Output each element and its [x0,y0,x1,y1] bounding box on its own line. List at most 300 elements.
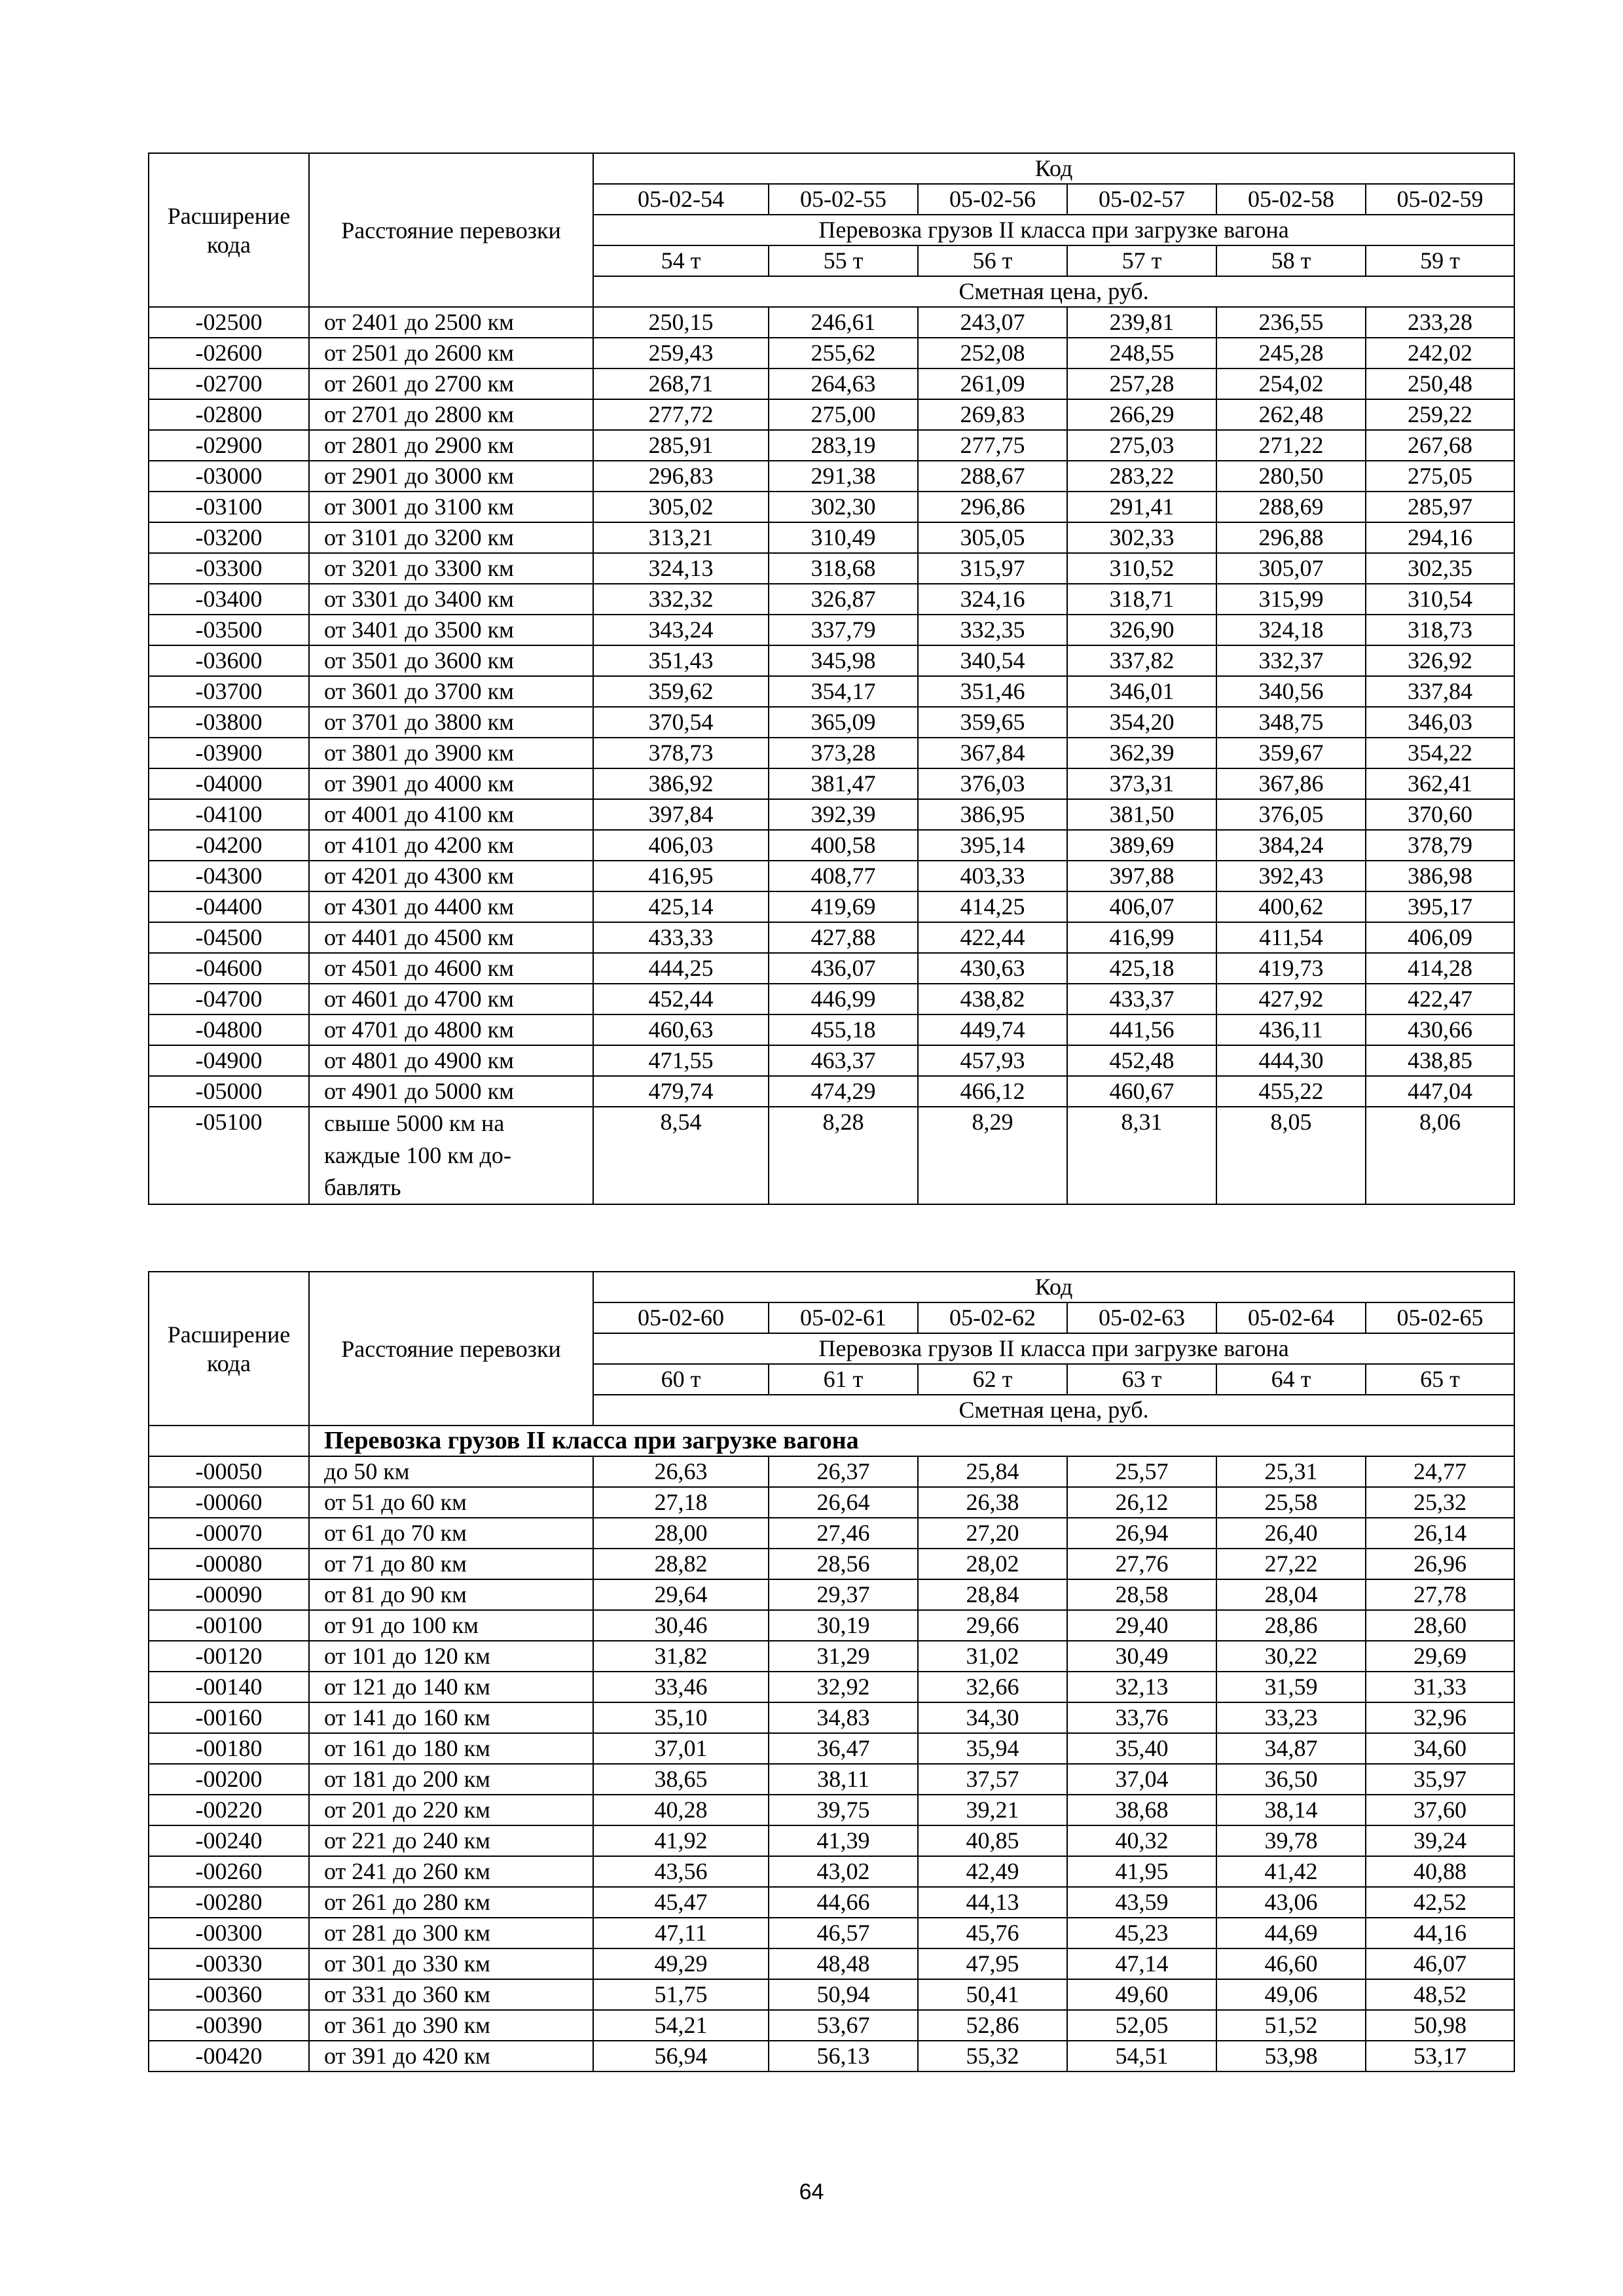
row-code: -00240 [149,1825,309,1856]
row-value: 252,08 [918,338,1067,368]
row-value: 8,28 [769,1107,918,1204]
row-value: 438,85 [1366,1045,1514,1076]
row-value: 403,33 [918,861,1067,891]
row-value: 31,59 [1216,1672,1366,1702]
table-row [149,738,1514,768]
row-code: -00060 [149,1487,309,1518]
row-value: 24,77 [1366,1456,1514,1487]
row-value: 280,50 [1216,461,1366,492]
row-value: 31,33 [1366,1672,1514,1702]
row-value: 332,37 [1216,645,1366,676]
row-code: -00120 [149,1641,309,1672]
row-value: 332,35 [918,615,1067,645]
row-value: 386,98 [1366,861,1514,891]
row-distance: от 391 до 420 км [309,2041,593,2072]
row-value: 275,03 [1067,430,1216,461]
row-code: -04200 [149,830,309,861]
header-ext-code: Расширение кода [149,1272,309,1426]
row-value: 28,56 [769,1549,918,1579]
row-value: 30,22 [1216,1641,1366,1672]
row-value: 31,82 [593,1641,769,1672]
row-value: 346,03 [1366,707,1514,738]
table-row [149,615,1514,645]
row-value: 26,64 [769,1487,918,1518]
header-code: 05-02-58 [1216,184,1366,215]
header-load: 54 т [593,245,769,276]
row-value: 28,86 [1216,1610,1366,1641]
row-value: 27,22 [1216,1549,1366,1579]
row-value: 414,25 [918,891,1067,922]
row-value: 35,40 [1067,1733,1216,1764]
row-value: 452,44 [593,984,769,1014]
row-value: 29,40 [1067,1610,1216,1641]
row-value: 49,29 [593,1948,769,1979]
row-value: 48,52 [1366,1979,1514,2010]
header-code-group: Код [593,1272,1514,1302]
header-ext-code: Расширение кода [149,153,309,307]
row-value: 34,87 [1216,1733,1366,1764]
row-distance: от 2601 до 2700 км [309,368,593,399]
row-value: 266,29 [1067,399,1216,430]
row-value: 30,19 [769,1610,918,1641]
row-distance: от 141 до 160 км [309,1702,593,1733]
row-value: 427,92 [1216,984,1366,1014]
row-code: -00080 [149,1549,309,1579]
row-code: -00090 [149,1579,309,1610]
row-value: 25,32 [1366,1487,1514,1518]
row-value: 40,28 [593,1795,769,1825]
row-value: 397,84 [593,799,769,830]
header-cargo-desc: Перевозка грузов II класса при загрузке вагона [593,215,1514,245]
table-row [149,1518,1514,1549]
row-value: 39,75 [769,1795,918,1825]
row-value: 28,84 [918,1579,1067,1610]
row-code: -00280 [149,1887,309,1918]
row-code: -00200 [149,1764,309,1795]
row-code: -03000 [149,461,309,492]
price-table-2 [148,1271,1515,2072]
row-code: -04500 [149,922,309,953]
row-value: 277,75 [918,430,1067,461]
row-code: -05000 [149,1076,309,1107]
row-value: 255,62 [769,338,918,368]
row-value: 52,86 [918,2010,1067,2041]
row-code: -05100 [149,1107,309,1204]
table-body [149,1456,1514,2072]
row-value: 288,67 [918,461,1067,492]
row-code: -00300 [149,1918,309,1948]
row-distance: от 2501 до 2600 км [309,338,593,368]
table-row [149,1014,1514,1045]
row-value: 427,88 [769,922,918,953]
row-code: -00330 [149,1948,309,1979]
row-distance: от 4501 до 4600 км [309,953,593,984]
row-value: 28,02 [918,1549,1067,1579]
table-row [149,953,1514,984]
row-value: 318,71 [1067,584,1216,615]
row-distance: от 3501 до 3600 км [309,645,593,676]
row-distance: от 2901 до 3000 км [309,461,593,492]
table-row [149,1795,1514,1825]
row-value: 46,60 [1216,1948,1366,1979]
row-code: -00100 [149,1610,309,1641]
row-distance: от 4001 до 4100 км [309,799,593,830]
header-code: 05-02-61 [769,1302,918,1333]
row-value: 447,04 [1366,1076,1514,1107]
row-value: 26,96 [1366,1549,1514,1579]
row-value: 25,84 [918,1456,1067,1487]
row-value: 47,11 [593,1918,769,1948]
row-value: 261,09 [918,368,1067,399]
row-value: 395,14 [918,830,1067,861]
table-row [149,799,1514,830]
row-value: 441,56 [1067,1014,1216,1045]
row-value: 39,21 [918,1795,1067,1825]
row-code: -02900 [149,430,309,461]
row-value: 35,94 [918,1733,1067,1764]
row-value: 248,55 [1067,338,1216,368]
row-code: -02700 [149,368,309,399]
row-value: 296,86 [918,492,1067,522]
table-row [149,1456,1514,1487]
row-value: 397,88 [1067,861,1216,891]
row-value: 381,47 [769,768,918,799]
header-load: 64 т [1216,1364,1366,1395]
row-value: 29,37 [769,1579,918,1610]
row-value: 359,65 [918,707,1067,738]
row-value: 264,63 [769,368,918,399]
row-value: 45,76 [918,1918,1067,1948]
header-load: 61 т [769,1364,918,1395]
table-row [149,1856,1514,1887]
header-cargo-desc: Перевозка грузов II класса при загрузке вагона [593,1333,1514,1364]
section-header [149,1426,1514,1456]
row-code: -03600 [149,645,309,676]
row-value: 32,66 [918,1672,1067,1702]
row-value: 250,48 [1366,368,1514,399]
row-value: 53,67 [769,2010,918,2041]
row-code: -02800 [149,399,309,430]
table-header [149,153,1514,307]
table-row [149,1579,1514,1610]
row-value: 457,93 [918,1045,1067,1076]
row-value: 348,75 [1216,707,1366,738]
row-value: 27,20 [918,1518,1067,1549]
row-value: 277,72 [593,399,769,430]
row-value: 389,69 [1067,830,1216,861]
row-value: 381,50 [1067,799,1216,830]
row-value: 373,28 [769,738,918,768]
row-value: 302,33 [1067,522,1216,553]
row-value: 242,02 [1366,338,1514,368]
row-distance: от 4201 до 4300 км [309,861,593,891]
row-value: 34,60 [1366,1733,1514,1764]
row-distance: от 4301 до 4400 км [309,891,593,922]
row-value: 463,37 [769,1045,918,1076]
row-distance: от 201 до 220 км [309,1795,593,1825]
row-value: 367,84 [918,738,1067,768]
row-value: 25,31 [1216,1456,1366,1487]
row-value: 359,62 [593,676,769,707]
row-value: 378,79 [1366,830,1514,861]
row-distance: от 4601 до 4700 км [309,984,593,1014]
row-value: 8,05 [1216,1107,1366,1204]
header-load: 56 т [918,245,1067,276]
row-distance: от 361 до 390 км [309,2010,593,2041]
row-value: 37,60 [1366,1795,1514,1825]
row-value: 376,03 [918,768,1067,799]
row-distance: от 241 до 260 км [309,1856,593,1887]
table-row [149,922,1514,953]
row-value: 302,35 [1366,553,1514,584]
row-value: 25,58 [1216,1487,1366,1518]
table-row [149,1918,1514,1948]
row-value: 305,02 [593,492,769,522]
price-table-1 [148,152,1515,1205]
row-value: 275,00 [769,399,918,430]
row-value: 45,23 [1067,1918,1216,1948]
row-value: 31,29 [769,1641,918,1672]
row-code: -03800 [149,707,309,738]
row-value: 406,09 [1366,922,1514,953]
row-value: 425,14 [593,891,769,922]
row-value: 302,30 [769,492,918,522]
row-value: 243,07 [918,307,1067,338]
row-value: 233,28 [1366,307,1514,338]
header-code: 05-02-55 [769,184,918,215]
table-row [149,984,1514,1014]
table-row [149,1979,1514,2010]
row-value: 257,28 [1067,368,1216,399]
row-value: 326,87 [769,584,918,615]
header-code: 05-02-54 [593,184,769,215]
row-code: -04400 [149,891,309,922]
row-value: 236,55 [1216,307,1366,338]
row-value: 425,18 [1067,953,1216,984]
row-value: 32,92 [769,1672,918,1702]
row-value: 51,52 [1216,2010,1366,2041]
row-value: 359,67 [1216,738,1366,768]
row-value: 392,43 [1216,861,1366,891]
row-distance: свыше 5000 км на каждые 100 км до- бавлять [309,1107,593,1204]
row-distance: от 281 до 300 км [309,1918,593,1948]
header-price-label: Сметная цена, руб. [593,276,1514,307]
row-value: 42,52 [1366,1887,1514,1918]
table-row [149,707,1514,738]
row-distance: от 91 до 100 км [309,1610,593,1641]
row-value: 268,71 [593,368,769,399]
row-value: 354,17 [769,676,918,707]
row-distance: от 3801 до 3900 км [309,738,593,768]
table-row [149,861,1514,891]
row-value: 48,48 [769,1948,918,1979]
row-code: -00070 [149,1518,309,1549]
row-value: 291,38 [769,461,918,492]
section-title: Перевозка грузов II класса при загрузке вагона [309,1426,1514,1456]
row-value: 449,74 [918,1014,1067,1045]
row-code: -04800 [149,1014,309,1045]
row-value: 28,60 [1366,1610,1514,1641]
row-distance: от 51 до 60 км [309,1487,593,1518]
row-value: 376,05 [1216,799,1366,830]
table-row [149,1733,1514,1764]
row-value: 29,64 [593,1579,769,1610]
row-code: -02500 [149,307,309,338]
row-value: 44,66 [769,1887,918,1918]
row-value: 41,95 [1067,1856,1216,1887]
row-value: 430,66 [1366,1014,1514,1045]
row-value: 46,07 [1366,1948,1514,1979]
row-value: 56,94 [593,2041,769,2072]
row-value: 43,59 [1067,1887,1216,1918]
row-value: 315,99 [1216,584,1366,615]
row-value: 384,24 [1216,830,1366,861]
row-value: 51,75 [593,1979,769,2010]
header-code: 05-02-57 [1067,184,1216,215]
row-value: 49,60 [1067,1979,1216,2010]
row-value: 32,13 [1067,1672,1216,1702]
row-code: -00420 [149,2041,309,2072]
row-distance: от 2701 до 2800 км [309,399,593,430]
row-code: -04900 [149,1045,309,1076]
header-load: 65 т [1366,1364,1514,1395]
header-load: 55 т [769,245,918,276]
row-value: 27,18 [593,1487,769,1518]
row-value: 37,04 [1067,1764,1216,1795]
row-value: 400,62 [1216,891,1366,922]
row-value: 294,16 [1366,522,1514,553]
table-row [149,1107,1514,1204]
table-row [149,891,1514,922]
row-value: 262,48 [1216,399,1366,430]
row-value: 455,22 [1216,1076,1366,1107]
row-value: 38,11 [769,1764,918,1795]
table-row [149,430,1514,461]
row-value: 378,73 [593,738,769,768]
row-distance: от 4101 до 4200 км [309,830,593,861]
row-value: 324,18 [1216,615,1366,645]
row-value: 345,98 [769,645,918,676]
row-value: 43,02 [769,1856,918,1887]
row-distance: от 121 до 140 км [309,1672,593,1702]
row-value: 471,55 [593,1045,769,1076]
row-distance: от 221 до 240 км [309,1825,593,1856]
row-distance: от 4701 до 4800 км [309,1014,593,1045]
row-distance: от 3901 до 4000 км [309,768,593,799]
row-distance: от 261 до 280 км [309,1887,593,1918]
row-value: 26,63 [593,1456,769,1487]
row-value: 474,29 [769,1076,918,1107]
row-value: 318,73 [1366,615,1514,645]
row-value: 26,14 [1366,1518,1514,1549]
table-row [149,1076,1514,1107]
row-value: 43,56 [593,1856,769,1887]
header-load: 62 т [918,1364,1067,1395]
row-value: 36,50 [1216,1764,1366,1795]
row-value: 283,19 [769,430,918,461]
row-value: 365,09 [769,707,918,738]
row-distance: от 3401 до 3500 км [309,615,593,645]
row-value: 54,21 [593,2010,769,2041]
table-row [149,1702,1514,1733]
row-value: 50,98 [1366,2010,1514,2041]
table-final [149,1107,1514,1204]
row-code: -03400 [149,584,309,615]
row-code: -00180 [149,1733,309,1764]
row-distance: от 4801 до 4900 км [309,1045,593,1076]
table-row [149,461,1514,492]
row-value: 332,32 [593,584,769,615]
row-code: -00360 [149,1979,309,2010]
row-value: 416,95 [593,861,769,891]
row-value: 271,22 [1216,430,1366,461]
row-value: 37,01 [593,1733,769,1764]
row-value: 275,05 [1366,461,1514,492]
row-value: 239,81 [1067,307,1216,338]
row-value: 340,54 [918,645,1067,676]
table-row [149,1549,1514,1579]
row-value: 460,67 [1067,1076,1216,1107]
row-value: 40,88 [1366,1856,1514,1887]
row-value: 406,03 [593,830,769,861]
header-distance: Расстояние перевозки [309,153,593,307]
row-value: 36,47 [769,1733,918,1764]
table-row [149,1487,1514,1518]
row-value: 41,42 [1216,1856,1366,1887]
row-value: 315,97 [918,553,1067,584]
row-value: 430,63 [918,953,1067,984]
page-number: 64 [799,2179,824,2204]
row-value: 370,54 [593,707,769,738]
row-value: 50,94 [769,1979,918,2010]
row-value: 27,76 [1067,1549,1216,1579]
row-value: 362,41 [1366,768,1514,799]
table-row [149,2010,1514,2041]
row-value: 370,60 [1366,799,1514,830]
row-value: 444,25 [593,953,769,984]
row-value: 26,40 [1216,1518,1366,1549]
row-code: -03900 [149,738,309,768]
table-row [149,1610,1514,1641]
row-value: 414,28 [1366,953,1514,984]
row-value: 38,68 [1067,1795,1216,1825]
row-value: 30,49 [1067,1641,1216,1672]
row-value: 250,15 [593,307,769,338]
row-distance: от 2401 до 2500 км [309,307,593,338]
row-value: 296,88 [1216,522,1366,553]
row-value: 34,83 [769,1702,918,1733]
row-value: 32,96 [1366,1702,1514,1733]
row-value: 318,68 [769,553,918,584]
row-value: 39,78 [1216,1825,1366,1856]
row-value: 460,63 [593,1014,769,1045]
row-value: 438,82 [918,984,1067,1014]
row-value: 395,17 [1366,891,1514,922]
row-value: 324,13 [593,553,769,584]
row-value: 40,85 [918,1825,1067,1856]
row-value: 40,32 [1067,1825,1216,1856]
row-distance: от 161 до 180 км [309,1733,593,1764]
header-code: 05-02-62 [918,1302,1067,1333]
row-value: 433,37 [1067,984,1216,1014]
row-value: 35,97 [1366,1764,1514,1795]
row-value: 400,58 [769,830,918,861]
row-distance: от 3101 до 3200 км [309,522,593,553]
row-value: 42,49 [918,1856,1067,1887]
header-load: 58 т [1216,245,1366,276]
row-distance: от 81 до 90 км [309,1579,593,1610]
table-row [149,1764,1514,1795]
